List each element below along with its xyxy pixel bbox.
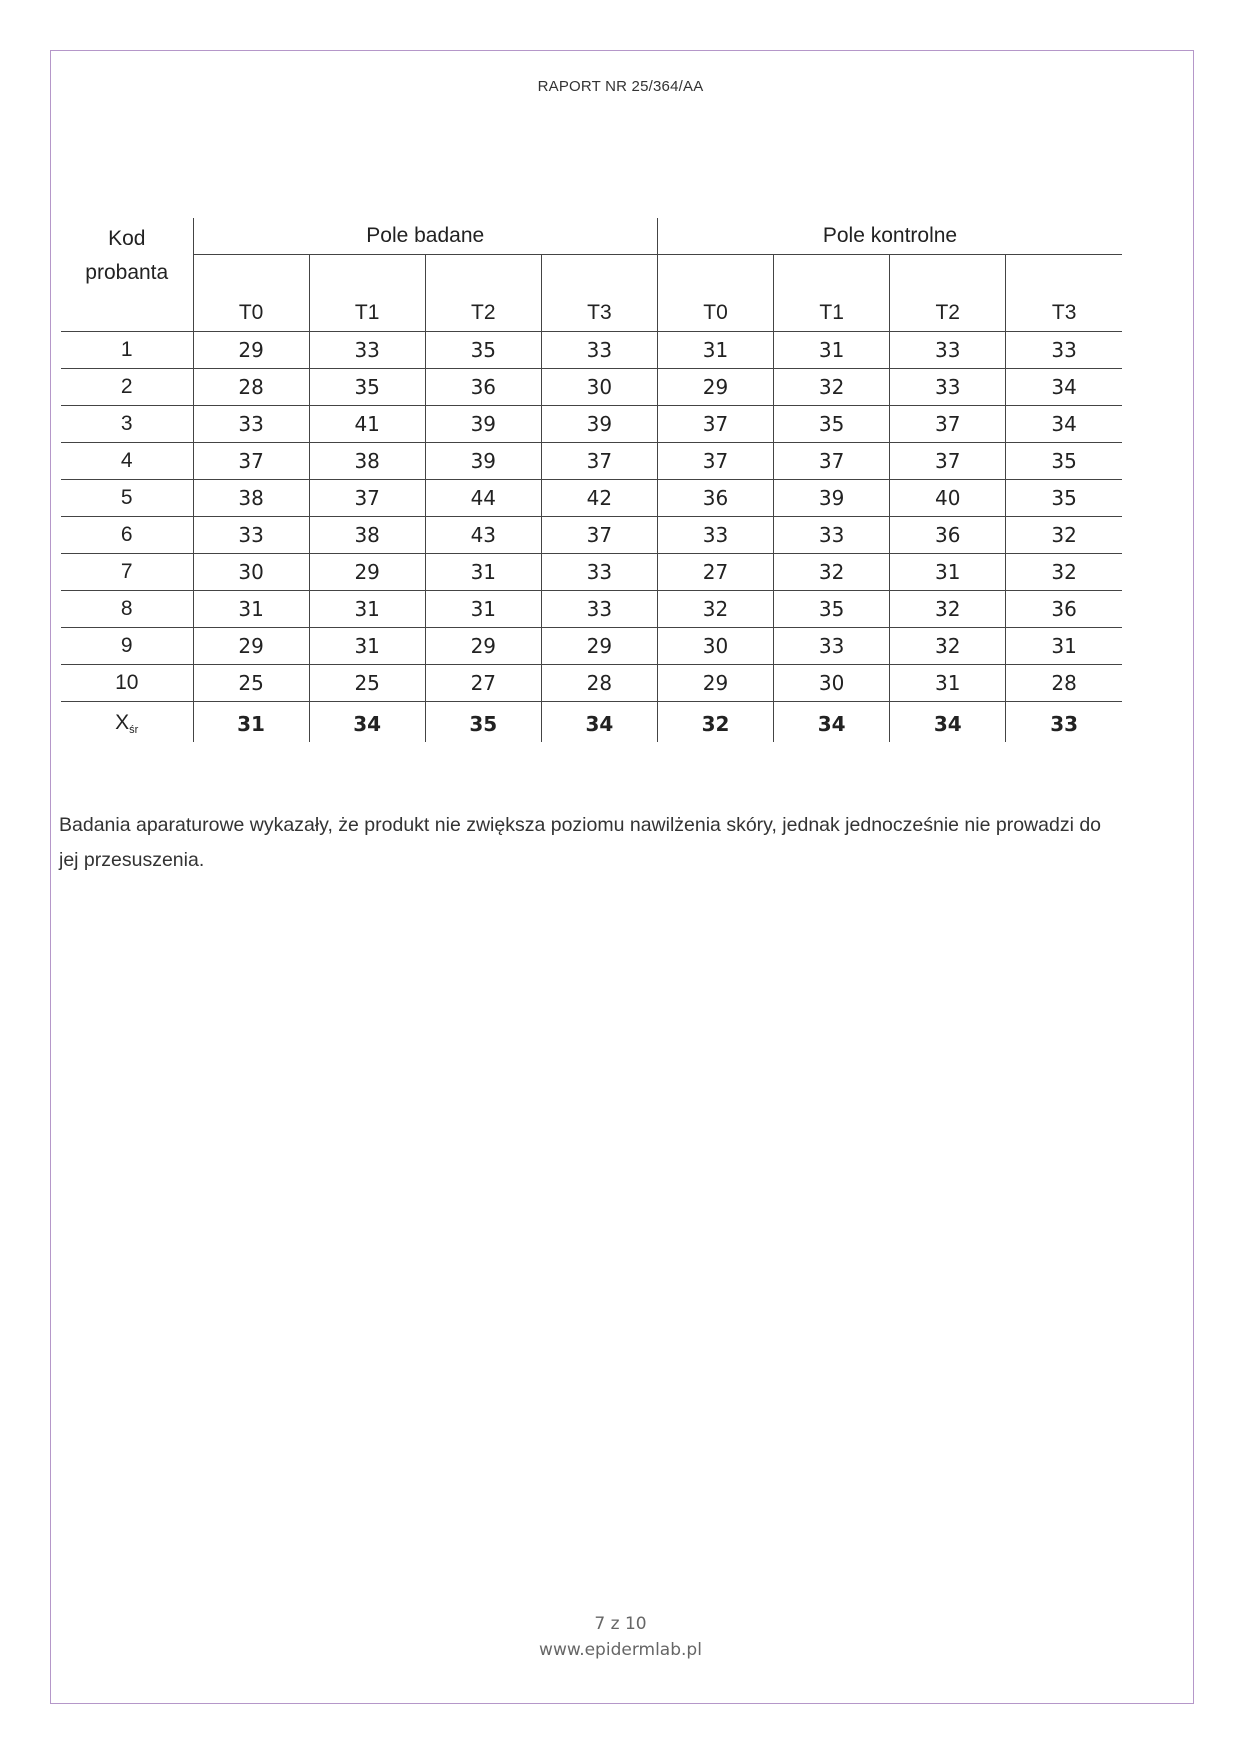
mean-cell: 34 <box>774 702 890 743</box>
value-cell: 39 <box>541 406 657 443</box>
value-cell: 31 <box>309 628 425 665</box>
control-area-header: Pole kontrolne <box>657 218 1122 255</box>
table-row <box>61 554 1122 591</box>
value-cell: 39 <box>425 443 541 480</box>
time-header: T2 <box>425 255 541 332</box>
subject-code-cell: 2 <box>61 369 193 406</box>
value-cell: 44 <box>425 480 541 517</box>
value-cell: 33 <box>541 554 657 591</box>
table-row <box>61 369 1122 406</box>
value-cell: 37 <box>193 443 309 480</box>
value-cell: 35 <box>309 369 425 406</box>
value-cell: 29 <box>657 665 773 702</box>
value-cell: 37 <box>890 406 1006 443</box>
value-cell: 31 <box>890 554 1006 591</box>
mean-label-main: X <box>115 711 130 734</box>
value-cell: 37 <box>657 443 773 480</box>
value-cell: 35 <box>774 406 890 443</box>
value-cell: 32 <box>774 369 890 406</box>
value-cell: 33 <box>890 332 1006 369</box>
value-cell: 31 <box>657 332 773 369</box>
table-row <box>61 406 1122 443</box>
value-cell: 35 <box>425 332 541 369</box>
value-cell: 32 <box>890 591 1006 628</box>
subject-code-header-line1: Kod <box>108 227 146 250</box>
value-cell: 25 <box>193 665 309 702</box>
value-cell: 32 <box>1006 517 1122 554</box>
page-number: 7 z 10 <box>594 1614 647 1634</box>
value-cell: 30 <box>541 369 657 406</box>
value-cell: 31 <box>774 332 890 369</box>
conclusion-paragraph: Badania aparaturowe wykazały, że produkt nie zwiększa poziomu nawilżenia skóry, jednak jednocześnie nie prowadzi do jej przesuszenia. <box>59 814 1102 871</box>
value-cell: 33 <box>309 332 425 369</box>
value-cell: 29 <box>657 369 773 406</box>
subject-code-cell: 1 <box>61 332 193 369</box>
value-cell: 28 <box>541 665 657 702</box>
value-cell: 42 <box>541 480 657 517</box>
value-cell: 27 <box>425 665 541 702</box>
value-cell: 33 <box>774 517 890 554</box>
value-cell: 30 <box>774 665 890 702</box>
value-cell: 29 <box>425 628 541 665</box>
value-cell: 31 <box>425 554 541 591</box>
value-cell: 33 <box>541 332 657 369</box>
value-cell: 30 <box>193 554 309 591</box>
value-cell: 37 <box>774 443 890 480</box>
value-cell: 34 <box>1006 406 1122 443</box>
value-cell: 37 <box>541 517 657 554</box>
value-cell: 35 <box>1006 443 1122 480</box>
value-cell: 33 <box>657 517 773 554</box>
report-title: RAPORT NR 25/364/AA <box>537 78 704 95</box>
time-header: T2 <box>890 255 1006 332</box>
table-row <box>61 591 1122 628</box>
subject-code-cell: 9 <box>61 628 193 665</box>
value-cell: 38 <box>309 517 425 554</box>
mean-label-subscript: śr <box>129 724 139 736</box>
value-cell: 32 <box>657 591 773 628</box>
time-header: T1 <box>774 255 890 332</box>
time-header: T3 <box>541 255 657 332</box>
value-cell: 36 <box>1006 591 1122 628</box>
value-cell: 31 <box>425 591 541 628</box>
value-cell: 37 <box>541 443 657 480</box>
value-cell: 31 <box>1006 628 1122 665</box>
value-cell: 29 <box>309 554 425 591</box>
value-cell: 38 <box>309 443 425 480</box>
value-cell: 29 <box>193 332 309 369</box>
mean-cell: 34 <box>890 702 1006 743</box>
mean-cell: 34 <box>541 702 657 743</box>
value-cell: 28 <box>193 369 309 406</box>
table-row <box>61 443 1122 480</box>
value-cell: 29 <box>541 628 657 665</box>
value-cell: 27 <box>657 554 773 591</box>
value-cell: 36 <box>657 480 773 517</box>
mean-cell: 31 <box>193 702 309 743</box>
value-cell: 39 <box>774 480 890 517</box>
value-cell: 37 <box>657 406 773 443</box>
value-cell: 32 <box>774 554 890 591</box>
time-header: T3 <box>1006 255 1122 332</box>
value-cell: 31 <box>890 665 1006 702</box>
value-cell: 31 <box>309 591 425 628</box>
value-cell: 35 <box>1006 480 1122 517</box>
value-cell: 33 <box>541 591 657 628</box>
mean-row <box>61 702 1122 743</box>
mean-cell: 32 <box>657 702 773 743</box>
value-cell: 37 <box>309 480 425 517</box>
time-header: T0 <box>657 255 773 332</box>
value-cell: 32 <box>1006 554 1122 591</box>
value-cell: 33 <box>890 369 1006 406</box>
value-cell: 25 <box>309 665 425 702</box>
subject-code-cell: 8 <box>61 591 193 628</box>
subject-code-header-line2: probanta <box>85 261 169 284</box>
value-cell: 33 <box>193 517 309 554</box>
table-row <box>61 628 1122 665</box>
value-cell: 32 <box>890 628 1006 665</box>
value-cell: 37 <box>890 443 1006 480</box>
subject-code-cell: 4 <box>61 443 193 480</box>
value-cell: 28 <box>1006 665 1122 702</box>
value-cell: 39 <box>425 406 541 443</box>
value-cell: 36 <box>890 517 1006 554</box>
mean-label <box>61 702 193 743</box>
mean-cell: 34 <box>309 702 425 743</box>
hydration-results-table <box>61 218 1122 742</box>
subject-code-cell: 7 <box>61 554 193 591</box>
table-row <box>61 517 1122 554</box>
table-row <box>61 332 1122 369</box>
time-header: T0 <box>193 255 309 332</box>
value-cell: 35 <box>774 591 890 628</box>
mean-cell: 33 <box>1050 711 1079 736</box>
value-cell: 29 <box>193 628 309 665</box>
table-body <box>61 332 1122 743</box>
value-cell: 38 <box>193 480 309 517</box>
tested-area-header: Pole badane <box>193 218 657 255</box>
subject-code-cell: 10 <box>61 665 193 702</box>
time-header: T1 <box>309 255 425 332</box>
value-cell: 36 <box>425 369 541 406</box>
subject-code-cell: 6 <box>61 517 193 554</box>
value-cell: 41 <box>309 406 425 443</box>
value-cell: 33 <box>193 406 309 443</box>
subject-code-cell: 3 <box>61 406 193 443</box>
value-cell: 43 <box>425 517 541 554</box>
table-row <box>61 480 1122 517</box>
value-cell: 34 <box>1006 369 1122 406</box>
mean-cell: 35 <box>425 702 541 743</box>
value-cell: 40 <box>890 480 1006 517</box>
value-cell: 33 <box>774 628 890 665</box>
value-cell: 31 <box>193 591 309 628</box>
value-cell: 30 <box>657 628 773 665</box>
subject-code-cell: 5 <box>61 480 193 517</box>
table-row <box>61 665 1122 702</box>
value-cell: 33 <box>1006 332 1122 369</box>
footer-website: www.epidermlab.pl <box>539 1640 702 1660</box>
subject-code-header <box>61 218 193 332</box>
